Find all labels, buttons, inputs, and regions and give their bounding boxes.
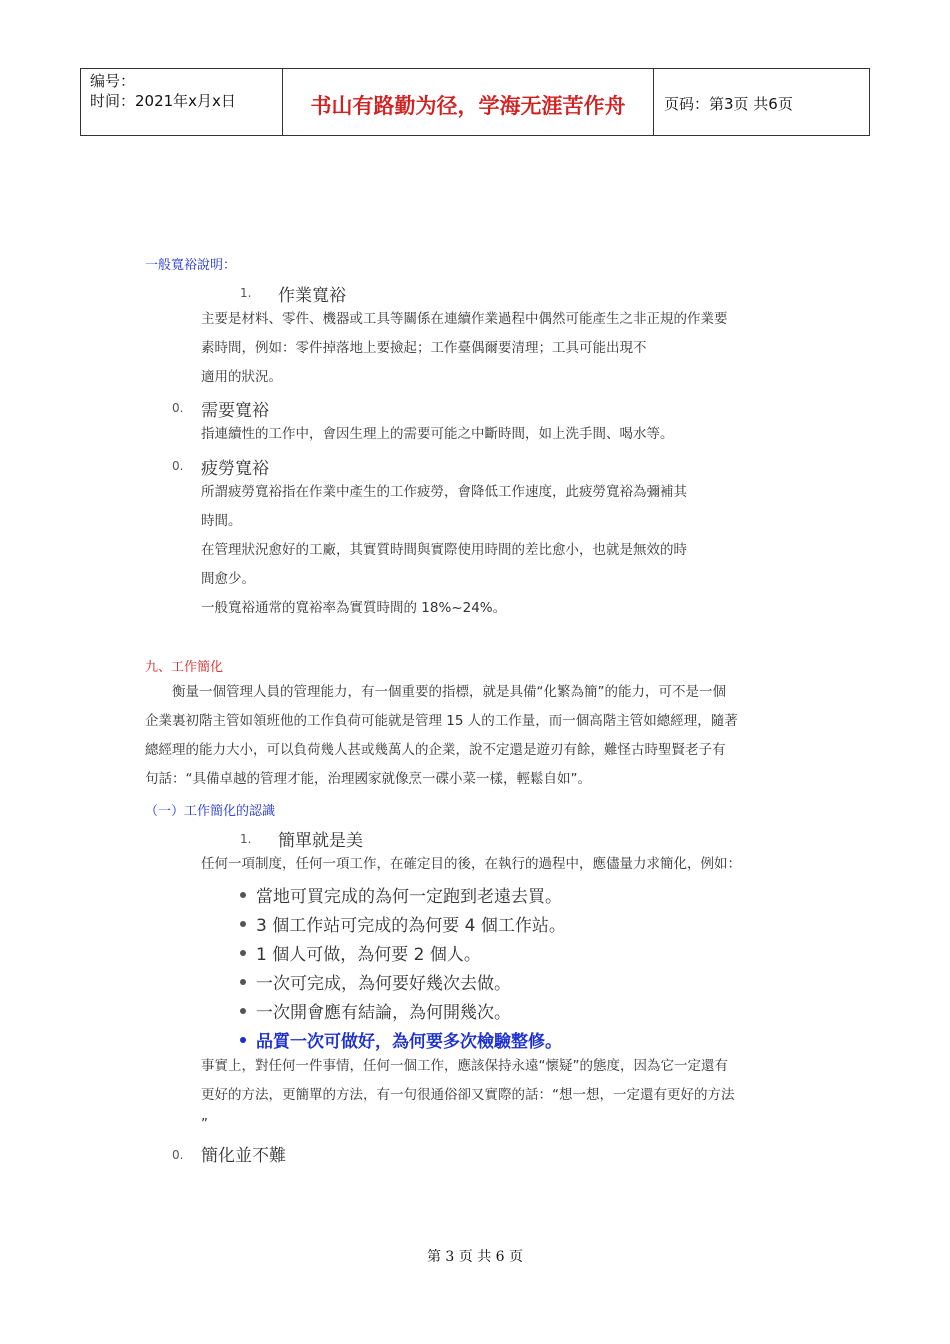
simplify-item2-title: 簡化並不難	[201, 1146, 286, 1166]
bullet-dot-icon	[240, 921, 246, 927]
header-motto: 书山有路勤为径，学海无涯苦作舟	[310, 93, 626, 118]
allowance-item1-line: 素時間，例如：零件掉落地上要撿起；工作臺偶爾要清理；工具可能出現不	[201, 340, 647, 356]
allowance-item3-title: 疲勞寬裕	[201, 459, 269, 479]
bullet-dot-icon	[240, 1037, 246, 1043]
simplify-item1-lead: 任何一項制度，任何一項工作，在確定目的後，在執行的過程中，應儘量力求簡化，例如：	[201, 856, 741, 872]
simplify-intro-line: 企業裏初階主管如領班他的工作負荷可能就是管理 15 人的工作量，而一個高階主管如總經理，隨著	[145, 713, 738, 729]
bullet-dot-icon	[240, 1008, 246, 1014]
header-page-number: 页码：第3页 共6页	[664, 95, 793, 113]
header-divider-2	[653, 68, 654, 135]
simplify-item1-title: 簡單就是美	[278, 831, 363, 851]
bullet-item	[240, 969, 511, 994]
allowance-item2-title: 需要寬裕	[201, 401, 269, 421]
allowance-item3-line: 時間。	[201, 513, 242, 529]
page-footer: 第 3 页 共 6 页	[426, 1249, 524, 1265]
allowance-item1-number: 1.	[240, 286, 252, 300]
bullet-item-emphasis	[240, 1027, 562, 1052]
allowance-item2-text	[201, 420, 674, 449]
simplify-after-line: 更好的方法，更簡單的方法，有一句很通俗卻又實際的話：“想一想，一定還有更好的方法	[201, 1087, 735, 1103]
bullet-dot-icon	[240, 979, 246, 985]
simplify-heading: 九、工作簡化	[145, 660, 224, 675]
header-top-rule	[80, 68, 870, 69]
simplify-intro-line: 句話：“具備卓越的管理才能，治理國家就像烹一碟小菜一樣，輕鬆自如”。	[145, 771, 591, 787]
simplify-after-line: 事實上，對任何一件事情，任何一個工作，應該保持永遠“懷疑”的態度，因為它一定還有	[201, 1058, 728, 1074]
allowance-item1-text	[201, 305, 728, 392]
bullet-text: 3 個工作站可完成的為何要 4 個工作站。	[256, 916, 566, 936]
bullet-text: 當地可買完成的為何一定跑到老遠去買。	[256, 887, 562, 907]
allowance-item3-text	[201, 478, 687, 623]
simplify-item1-after	[201, 1052, 735, 1139]
simplify-intro	[145, 678, 738, 794]
allowance-item2-line: 指連續性的工作中，會因生理上的需要可能之中斷時間，如上洗手間、喝水等。	[201, 426, 674, 442]
header-bottom-rule	[80, 135, 870, 136]
bullet-dot-icon	[240, 892, 246, 898]
bullet-dot-icon	[240, 950, 246, 956]
bullet-text: 一次可完成，為何要好幾次去做。	[256, 974, 511, 994]
header-border-left	[80, 68, 81, 135]
simplify-intro-line: 衡量一個管理人員的管理能力，有一個重要的指標，就是具備“化繁為簡”的能力，可不是一個	[145, 684, 726, 700]
bullet-text: 1 個人可做，為何要 2 個人。	[256, 945, 481, 965]
simplify-intro-line: 總經理的能力大小，可以負荷幾人甚或幾萬人的企業，說不定還是遊刃有餘，難怪古時聖賢老子有	[145, 742, 726, 758]
simplify-item2-number: 0.	[172, 1148, 184, 1162]
allowance-item1-line: 適用的狀況。	[201, 369, 282, 385]
simplify-after-line: ”	[201, 1116, 208, 1132]
allowance-item3-line: 所謂疲勞寬裕指在作業中產生的工作疲勞，會降低工作速度，此疲勞寬裕為彌補其	[201, 484, 687, 500]
allowance-item1-line: 主要是材料、零件、機器或工具等關係在連續作業過程中偶然可能產生之非正規的作業要	[201, 311, 728, 327]
allowance-item2-number: 0.	[172, 401, 184, 415]
simplify-sub-heading: （一）工作簡化的認識	[145, 804, 276, 819]
bullet-text: 品質一次可做好，為何要多次檢驗整修。	[256, 1032, 562, 1052]
bullet-text: 一次開會應有結論，為何開幾次。	[256, 1003, 511, 1023]
simplify-item1-number: 1.	[240, 832, 252, 846]
allowance-heading: 一般寬裕說明：	[145, 258, 237, 273]
bullet-item	[240, 882, 562, 907]
header-meta	[90, 71, 236, 111]
bullet-item	[240, 998, 511, 1023]
allowance-item3-line: 在管理狀況愈好的工廠，其實質時間與實際使用時間的差比愈小，也就是無效的時	[201, 542, 687, 558]
allowance-item1-title: 作業寬裕	[278, 286, 346, 306]
bullet-item	[240, 911, 566, 936]
allowance-item3-line: 一般寬裕通常的寬裕率為實質時間的 18%~24%。	[201, 600, 507, 616]
bullet-item	[240, 940, 481, 965]
allowance-item3-line: 間愈少。	[201, 571, 255, 587]
header-date: 时间：2021年x月x日	[90, 92, 236, 110]
header-code: 编号：	[90, 72, 136, 90]
allowance-item3-number: 0.	[172, 459, 184, 473]
header-border-right	[869, 68, 870, 135]
